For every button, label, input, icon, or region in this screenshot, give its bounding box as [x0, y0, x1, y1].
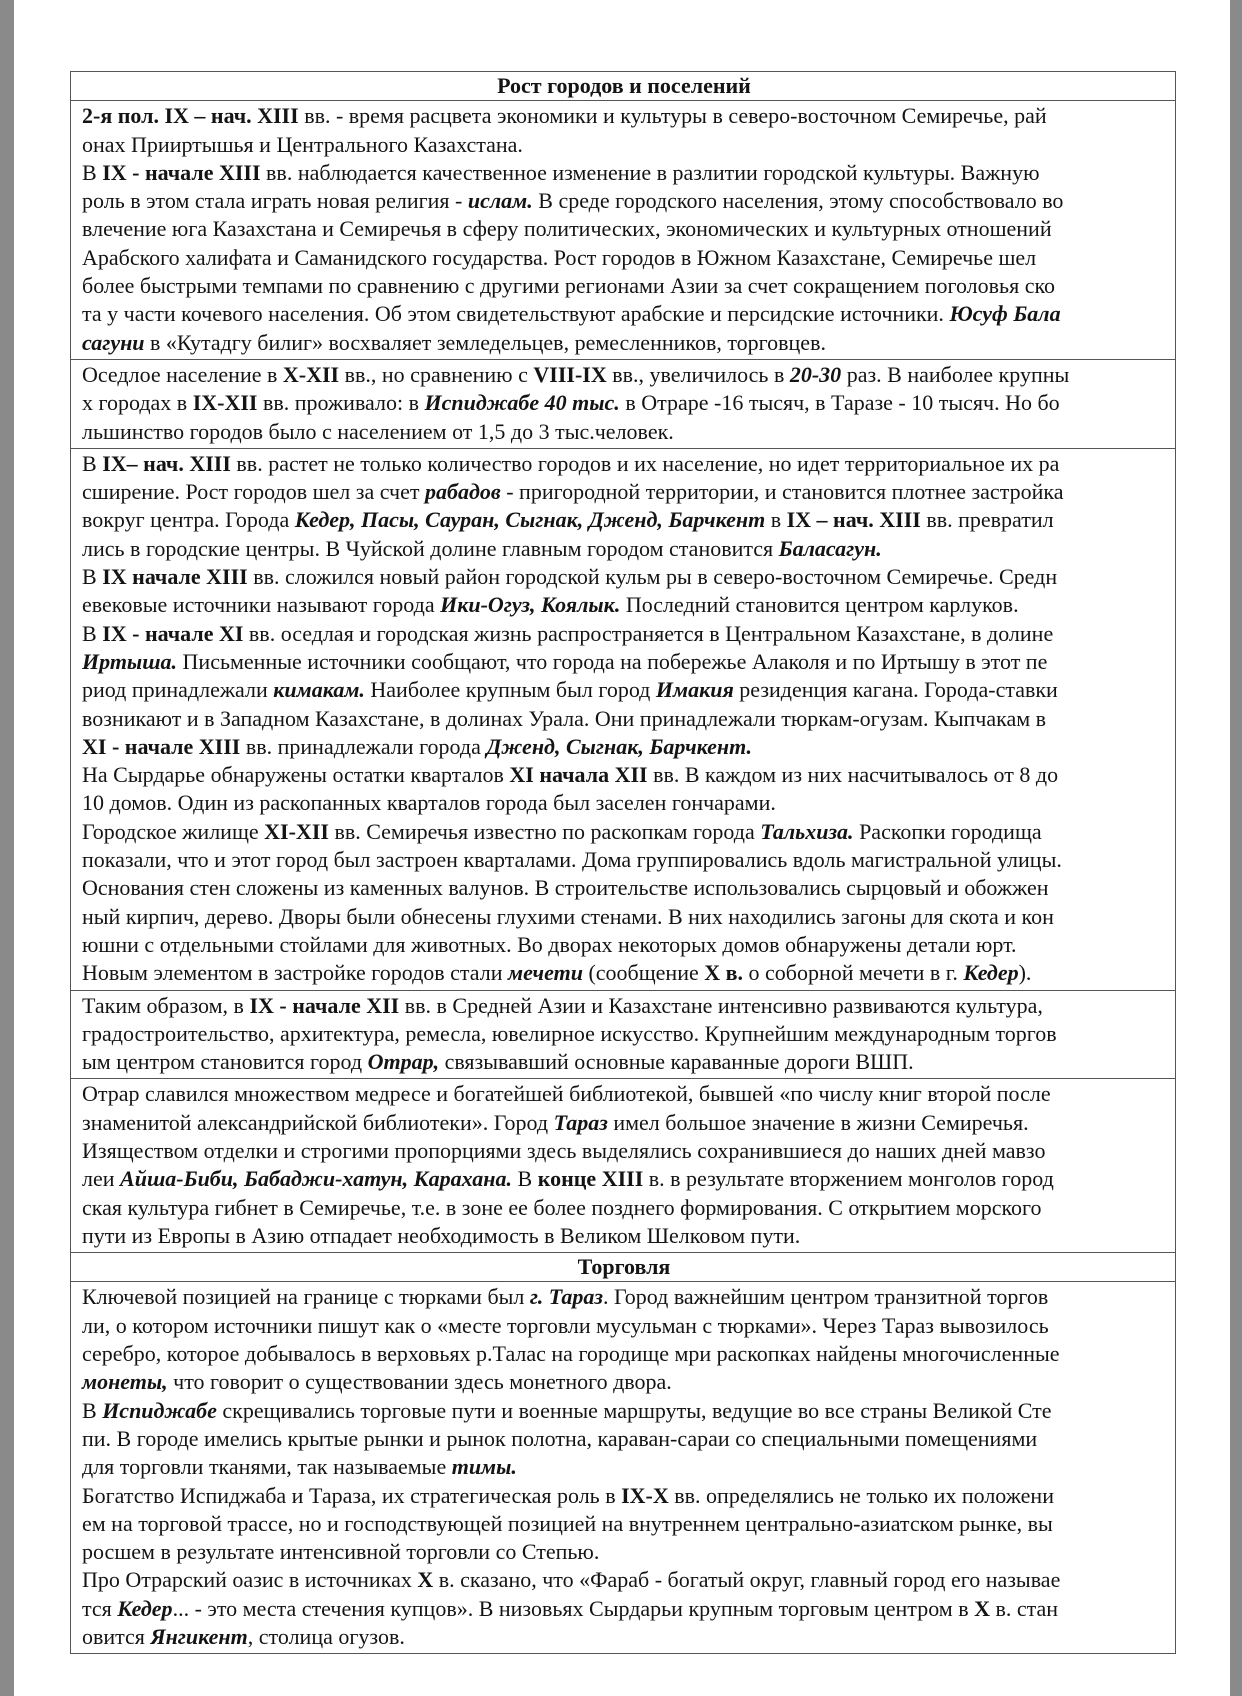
section-heading-rost: Рост городов и поселений	[71, 72, 1176, 101]
text-run: Наиболее крупным был город	[364, 677, 656, 703]
text-run: раз. В наиболее крупны	[841, 361, 1070, 387]
emphasis-text: IX - начале XIII	[102, 159, 261, 185]
text-run: возникают и в Западном Казахстане, в долинах Урала. Они принадлежали тюркам-огузам. Кыпчакам в	[82, 705, 1047, 731]
text-line	[82, 676, 1166, 704]
text-run: в	[765, 507, 787, 533]
text-line	[82, 102, 1166, 130]
emphasis-text: IX – нач. XIII	[786, 507, 921, 533]
emphasis-text: сагуни	[82, 329, 145, 355]
emphasis-text: Янгикент	[150, 1624, 248, 1650]
text-run: х городах в	[82, 390, 193, 416]
text-line	[82, 705, 1166, 733]
emphasis-text: г. Тараз	[529, 1284, 603, 1310]
emphasis-text: IX– нач. XIII	[102, 450, 231, 476]
text-line	[82, 789, 1166, 817]
text-line	[82, 992, 1166, 1020]
emphasis-text: рабадов	[425, 479, 501, 505]
text-line	[82, 389, 1166, 417]
text-run: ный кирпич, дерево. Дворы были обнесены глухими стенами. В них находились загоны для скота и кон	[82, 903, 1054, 929]
text-run: Про Отрарский оазис в источниках	[82, 1567, 418, 1593]
text-run: резиденция кагана. Города-ставки	[733, 677, 1058, 703]
text-run: Основания стен сложены из каменных валунов. В строительстве использовались сырцовый и обожжен	[82, 875, 1049, 901]
text-run: роль в этом стала играть новая религия -	[82, 188, 468, 214]
emphasis-text: IX - начале XII	[249, 992, 400, 1018]
text-line	[82, 506, 1166, 534]
text-run: ли, о котором источники пишут как о «месте торговли мусульман с тюрками». Через Тараз вывозилось	[82, 1312, 1049, 1338]
text-line	[82, 1109, 1166, 1137]
text-run: Городское жилище	[82, 818, 265, 844]
text-run: овится	[82, 1624, 151, 1650]
text-run: более быстрыми темпами по сравнению с другими регионами Азии за счет сокращением поголовья ско	[82, 273, 1056, 299]
text-line	[82, 563, 1166, 591]
emphasis-text: Айша-Биби, Бабаджи-хатун, Карахана.	[120, 1166, 512, 1192]
text-run: Оседлое население в	[82, 361, 283, 387]
text-line	[82, 1222, 1166, 1250]
text-run: вв. в Средней Азии и Казахстане интенсивно развиваются культура,	[399, 992, 1043, 1018]
emphasis-text: кимакам.	[273, 677, 365, 703]
text-run: , столица огузов.	[247, 1624, 405, 1650]
text-run: влечение юга Казахстана и Семиречья в сферу политических, экономических и культурных отношений	[82, 216, 1052, 242]
text-run: вв. принадлежали города	[240, 733, 487, 759]
emphasis-text: IX-XII	[192, 390, 258, 416]
text-line	[82, 591, 1166, 619]
text-run: леи	[82, 1166, 121, 1192]
text-run: Последний становится центром карлуков.	[620, 592, 1019, 618]
text-run: вв. Семиречья известно по раскопкам города	[328, 818, 761, 844]
text-run: вв. превратил	[920, 507, 1054, 533]
text-run: Таким образом, в	[82, 992, 250, 1018]
text-run: в Отраре -16 тысяч, в Таразе - 10 тысяч. Но бо	[619, 390, 1060, 416]
text-run: сширение. Рост городов шел за счет	[82, 479, 425, 505]
text-run: вв. - время расцвета экономики и культуры в северо-восточном Семиречье, рай	[298, 103, 1047, 129]
text-run: Ключевой позицией на границе с тюрками был	[82, 1284, 530, 1310]
text-run: В	[82, 1397, 103, 1423]
text-run: ская культура гибнет в Семиречье, т.е. в зоне ее более позднего формирования. С открытием морского	[82, 1194, 1042, 1220]
text-run: В	[512, 1166, 538, 1192]
text-run: росшем в результате интенсивной торговли со Степью.	[82, 1539, 600, 1565]
text-line	[82, 187, 1166, 215]
emphasis-text: Отрар,	[367, 1049, 440, 1075]
text-run: вв. оседлая и городская жизнь распространяется в Центральном Казахстане, в долине	[243, 620, 1054, 646]
text-line	[82, 1283, 1166, 1311]
text-run: вв. проживало: в	[257, 390, 425, 416]
text-run: Письменные источники сообщают, что города на побережье Алаколя и по Иртышу в этот пе	[177, 648, 1048, 674]
text-run: 10 домов. Один из раскопанных кварталов города был заселен гончарами.	[82, 790, 776, 816]
text-run: ем на торговой трассе, но и господствующей позицией на внутреннем центрально-азиатском рынке, вы	[82, 1510, 1053, 1536]
text-line	[82, 1368, 1166, 1396]
text-line	[82, 959, 1166, 987]
text-run: В	[82, 159, 103, 185]
text-run: Богатство Испиджаба и Тараза, их стратегическая роль в	[82, 1482, 622, 1508]
text-run: для торговли тканями, так называемые	[82, 1454, 452, 1480]
text-line	[82, 1595, 1166, 1623]
table-row	[71, 1282, 1176, 1654]
text-run: льшинство городов было с населением от 1,5 до 3 тыс.человек.	[82, 418, 674, 444]
text-run: Арабского халифата и Саманидского государства. Рост городов в Южном Казахстане, Семиречье шел	[82, 244, 1037, 270]
text-line	[82, 535, 1166, 563]
emphasis-text: Кедер	[117, 1595, 173, 1621]
emphasis-text: Иртыша.	[82, 648, 178, 674]
emphasis-text: тимы.	[451, 1454, 517, 1480]
emphasis-text: Кедер	[963, 960, 1019, 986]
text-line	[82, 361, 1166, 389]
text-run: связывавший основные караванные дороги ВШП.	[439, 1049, 914, 1075]
text-line	[82, 1048, 1166, 1076]
text-line	[82, 648, 1166, 676]
text-line	[82, 1566, 1166, 1594]
text-line	[82, 215, 1166, 243]
text-run: Раскопки городища	[853, 818, 1042, 844]
text-run: тся	[82, 1595, 118, 1621]
emphasis-text: XI начала XII	[509, 762, 648, 788]
text-cell	[71, 1079, 1176, 1253]
text-run: риод принадлежали	[82, 677, 274, 703]
text-line	[82, 1425, 1166, 1453]
text-line	[82, 818, 1166, 846]
text-run: скрещивались торговые пути и военные маршруты, ведущие во все страны Великой Сте	[216, 1397, 1052, 1423]
emphasis-text: ислам.	[467, 188, 533, 214]
emphasis-text: Ики-Огуз, Коялык.	[440, 592, 621, 618]
text-run: Новым элементом в застройке городов стали	[82, 960, 509, 986]
text-cell	[71, 1282, 1176, 1654]
emphasis-text: Дженд, Сыгнак, Барчкент.	[486, 733, 752, 759]
table-row	[71, 72, 1176, 101]
emphasis-text: конце XIII	[537, 1166, 644, 1192]
text-run: (сообщение	[582, 960, 705, 986]
table-row	[71, 990, 1176, 1079]
emphasis-text: Баласагун.	[778, 535, 882, 561]
emphasis-text: IX - начале XI	[102, 620, 244, 646]
text-run: онах Прииртышья и Центрального Казахстана.	[82, 131, 523, 157]
text-line	[82, 1623, 1166, 1651]
emphasis-text: 2-я пол. IX – нач. XIII	[82, 103, 299, 129]
emphasis-text: Кедер, Пасы, Сауран, Сыгнак, Дженд, Барчкент	[294, 507, 766, 533]
text-run: градостроительство, архитектура, ремесла, ювелирное искусство. Крупнейшим международным торгов	[82, 1020, 1057, 1046]
text-run: вв., но сравнению с	[339, 361, 534, 387]
text-line	[82, 1137, 1166, 1165]
text-line	[82, 931, 1166, 959]
text-run: та у части кочевого населения. Об этом свидетельствуют арабские и персидские источники.	[82, 301, 950, 327]
text-line	[82, 1340, 1166, 1368]
emphasis-text: 20-30	[789, 361, 842, 387]
text-line	[82, 620, 1166, 648]
text-line	[82, 418, 1166, 446]
text-run: показали, что и этот город был застроен кварталами. Дома группировались вдоль магистральной улицы.	[82, 847, 1062, 873]
text-cell	[71, 448, 1176, 990]
text-run: вв. сложился новый район городской кульм ры в северо-восточном Семиречье. Средн	[247, 564, 1058, 590]
table-row	[71, 1253, 1176, 1282]
text-run: - пригородной территории, и становится плотнее застройка	[500, 479, 1064, 505]
text-run: серебро, которое добывалось в верховьях р.Талас на городище мри раскопках найдены многочисленные	[82, 1341, 1060, 1367]
text-run: На Сырдарье обнаружены остатки кварталов	[82, 762, 510, 788]
text-line	[82, 1453, 1166, 1481]
emphasis-text: XI - начале XIII	[82, 733, 241, 759]
emphasis-text: Имакия	[655, 677, 734, 703]
emphasis-text: X	[417, 1567, 434, 1593]
text-run: в «Кутадгу билиг» восхваляет земледельцев, ремесленников, торговцев.	[144, 329, 826, 355]
emphasis-text: VIII-IX	[533, 361, 607, 387]
text-run: в. сказано, что «Фараб - богатый округ, главный город его называе	[433, 1567, 1061, 1593]
text-line	[82, 1194, 1166, 1222]
text-cell	[71, 990, 1176, 1079]
emphasis-text: мечети	[508, 960, 583, 986]
emphasis-text: X-XII	[282, 361, 340, 387]
table-row	[71, 1079, 1176, 1253]
text-run: евековые источники называют города	[82, 592, 441, 618]
text-line	[82, 1080, 1166, 1108]
emphasis-text: Тараз	[553, 1109, 608, 1135]
text-run: пи. В городе имелись крытые рынки и рынок полотна, караван-сараи со специальными помещениями	[82, 1425, 1038, 1451]
table-row	[71, 101, 1176, 360]
emphasis-text: IX-X	[621, 1482, 669, 1508]
text-line	[82, 1312, 1166, 1340]
text-run: В	[82, 620, 103, 646]
text-line	[82, 272, 1166, 300]
text-cell	[71, 101, 1176, 360]
text-line	[82, 244, 1166, 272]
text-line	[82, 131, 1166, 159]
text-line	[82, 903, 1166, 931]
text-run: в. стан	[989, 1595, 1059, 1621]
text-line	[82, 733, 1166, 761]
emphasis-text: X	[974, 1595, 990, 1621]
emphasis-text: IX начале XIII	[102, 564, 248, 590]
text-run: вв. определялись не только их положени	[668, 1482, 1054, 1508]
text-run: вв. В каждом из них насчитывалось от 8 до	[647, 762, 1059, 788]
text-run: вв., увеличилось в	[606, 361, 790, 387]
emphasis-text: XI-XII	[264, 818, 329, 844]
text-run: лись в городские центры. В Чуйской долине главным городом становится	[82, 535, 779, 561]
text-line	[82, 1482, 1166, 1510]
text-line	[82, 329, 1166, 357]
section-heading-torg: Торговля	[71, 1253, 1176, 1282]
text-line	[82, 846, 1166, 874]
text-line	[82, 1020, 1166, 1048]
table-row	[71, 448, 1176, 990]
text-run: знаменитой александрийской библиотеки». Город	[82, 1109, 554, 1135]
text-line	[82, 159, 1166, 187]
text-run: что говорит о существовании здесь монетного двора.	[167, 1369, 672, 1395]
text-run: ).	[1018, 960, 1032, 986]
document-page	[14, 0, 1230, 1696]
text-run: вв. растет не только количество городов и их население, но идет территориальное их ра	[230, 450, 1060, 476]
text-run: Отрар славился множеством медресе и богатейшей библиотекой, бывшей «по числу книг второй после	[82, 1081, 1051, 1107]
text-line	[82, 1165, 1166, 1193]
text-line	[82, 478, 1166, 506]
text-line	[82, 1510, 1166, 1538]
text-run: . Город важнейшим центром транзитной торгов	[602, 1284, 1049, 1310]
emphasis-text: Испиджабе	[102, 1397, 217, 1423]
text-run: Изяществом отделки и строгими пропорциями здесь выделялись сохранившиеся до наших дней мавзо	[82, 1137, 1046, 1163]
text-run: В	[82, 450, 103, 476]
text-run: В	[82, 564, 103, 590]
table-row	[71, 359, 1176, 448]
text-run: ым центром становится город	[82, 1049, 368, 1075]
emphasis-text: Юсуф Бала	[949, 301, 1061, 327]
text-run: вокруг центра. Города	[82, 507, 295, 533]
history-table	[70, 71, 1176, 1654]
emphasis-text: Тальхиза.	[760, 818, 854, 844]
text-run: пути из Европы в Азию отпадает необходимость в Великом Шелковом пути.	[82, 1222, 801, 1248]
text-run: в. в результате вторжением монголов город	[643, 1166, 1054, 1192]
text-line	[82, 1397, 1166, 1425]
text-line	[82, 450, 1166, 478]
text-cell	[71, 359, 1176, 448]
text-run: В среде городского населения, этому способствовало во	[532, 188, 1064, 214]
text-run: юшни с отдельными стойлами для животных. Во дворах некоторых домов обнаружены детали юрт.	[82, 931, 1017, 957]
text-run: ... - это места стечения купцов». В низовьях Сырдарьи крупным торговым центром в	[172, 1595, 975, 1621]
text-run: вв. наблюдается качественное изменение в разлитии городской культуры. Важную	[260, 159, 1040, 185]
text-line	[82, 874, 1166, 902]
emphasis-text: Испиджабе 40 тыс.	[424, 390, 620, 416]
text-run: о соборной мечети в г.	[743, 960, 964, 986]
emphasis-text: монеты,	[82, 1369, 168, 1395]
text-line	[82, 761, 1166, 789]
emphasis-text: X в.	[704, 960, 744, 986]
text-run: имел большое значение в жизни Семиречья.	[607, 1109, 1029, 1135]
text-line	[82, 1538, 1166, 1566]
text-line	[82, 300, 1166, 328]
